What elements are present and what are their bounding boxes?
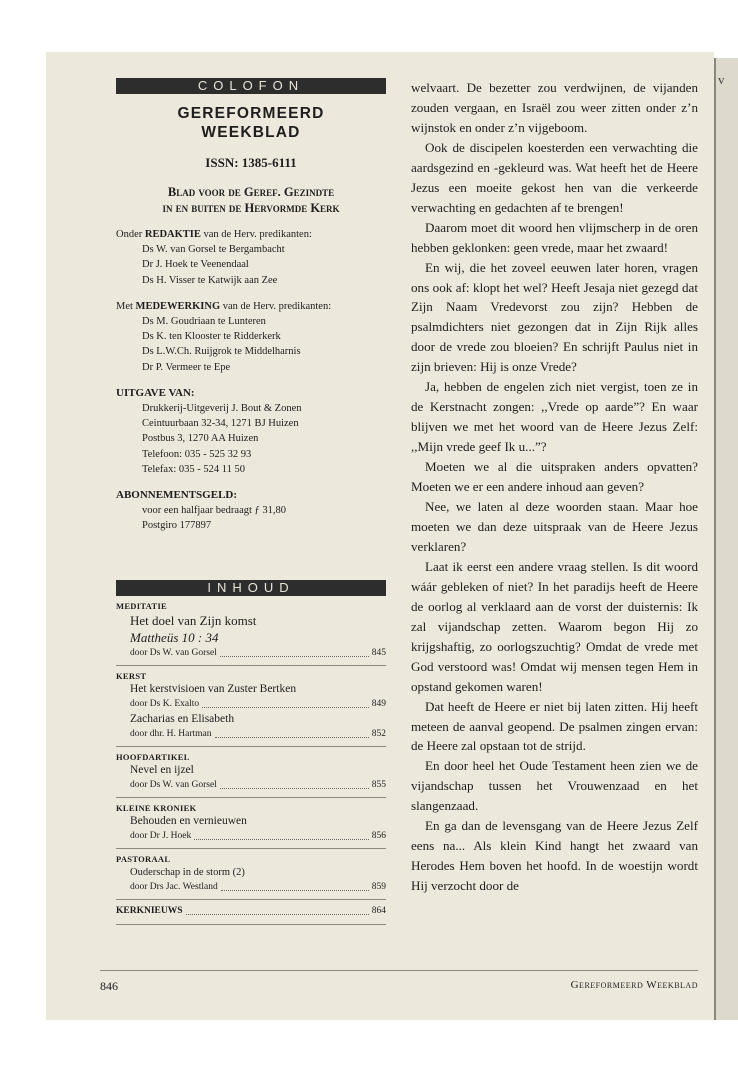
toc-author: door Drs Jac. Westland xyxy=(130,882,218,892)
toc-entry xyxy=(116,697,386,712)
inhoud-header: INHOUD xyxy=(116,580,386,596)
abonnement-line: voor een halfjaar bedraagt ƒ 31,80 xyxy=(142,505,287,517)
abonnement-line: Postgiro 177897 xyxy=(142,520,212,532)
colofon-box xyxy=(116,78,386,534)
toc-entry xyxy=(116,902,386,920)
article-paragraph: En wij, die het zoveel eeuwen later horen, vragen ons ook af: klopt het wel? Heeft Jesaja niet gezegd dat Zijn Naam Vredevorst zou zijn? Hebben de psalmdichters niet gezongen dat in Zijn Rijk alles door de vrede zou bloeien? En schrijft Paulus niet in zijn brieven: Hij is onze Vrede? xyxy=(411,259,698,375)
article-paragraph: En door heel het Oude Testament heen zien we de vijandschap tussen het Vrouwenzaad en het slangenzaad. xyxy=(411,758,698,814)
toc-entry xyxy=(116,880,386,895)
redaktie-prefix: Onder xyxy=(116,229,145,240)
article-paragraph: Nee, we laten al deze woorden staan. Maar hoe moeten we dan deze uitspraak van de Heere Jezus verklaren? xyxy=(411,499,698,554)
toc-title: Behouden en vernieuwen xyxy=(130,815,247,827)
page-number: 846 xyxy=(100,979,118,993)
contributor-name: Ds M. Goudriaan te Lunteren xyxy=(142,316,266,328)
dot-leader xyxy=(202,697,369,708)
abonnement-section xyxy=(116,488,386,534)
redaktie-keyword: REDAKTIE xyxy=(144,229,201,240)
medewerking-prefix: Met xyxy=(116,300,136,312)
toc-category: KERST xyxy=(116,671,147,681)
masthead-title xyxy=(116,104,386,142)
toc-page: 845 xyxy=(371,648,386,658)
toc-author: door Ds W. van Gorsel xyxy=(130,780,217,790)
redaktie-heading xyxy=(116,227,386,242)
toc-title: Nevel en ijzel xyxy=(130,764,194,776)
publisher-line: Ceintuurbaan 32-34, 1271 BJ Huizen xyxy=(142,418,299,430)
toc-section-kerknieuws xyxy=(116,900,386,925)
redaktie-suffix: van de Herv. predikanten: xyxy=(200,229,312,240)
medewerking-keyword: MEDEWERKING xyxy=(135,300,221,312)
publisher-line: Postbus 3, 1270 AA Huizen xyxy=(142,433,259,445)
article-paragraph: Moeten we al die uitspraken anders opvatten? Moeten we er een andere inhoud aan geven? xyxy=(411,459,698,495)
article-paragraph: Ja, hebben de engelen zich niet vergist, toen ze in de Kerstnacht zongen: ,,Vrede op aarde”? En waar blijven we met het woord van de Heere Jezus Zelf: ,,Mijn vrede geef Ik u...”? xyxy=(411,379,698,455)
toc-entry xyxy=(116,727,386,742)
publisher-line: Telefax: 035 - 524 11 50 xyxy=(142,463,245,475)
toc-section-meditatie xyxy=(116,596,386,666)
toc-page: 856 xyxy=(371,831,386,841)
issn: ISSN: 1385-6111 xyxy=(205,155,297,170)
toc-section-pastoraal xyxy=(116,849,386,900)
article-paragraph: Ook de discipelen koesterden een verwachting die aardsgezind en -gekleurd was. Wat heeft het de Heere Jezus een moeite gekost hen van die verkeerde verwachting en gedachten af te brengen! xyxy=(411,139,698,215)
dot-leader xyxy=(194,829,369,840)
uitgave-section xyxy=(116,386,386,477)
medewerking-suffix: van de Herv. predikanten: xyxy=(220,300,332,312)
subtitle-line-1: Blad voor de Geref. Gezindte xyxy=(167,185,335,199)
subtitle-line-2: in en buiten de Hervormde Kerk xyxy=(162,201,340,215)
dot-leader xyxy=(221,880,369,891)
article-paragraph: Dat heeft de Heere er niet bij laten zitten. Hij heeft meteen de aanval geopend. De psalmen zingen ervan: de Heere zal opstaan tot de strijd. xyxy=(411,698,698,754)
toc-subtitle: Mattheüs 10 : 34 xyxy=(130,630,219,645)
abonnement-heading: ABONNEMENTSGELD: xyxy=(116,489,238,502)
article-paragraph: welvaart. De bezetter zou verdwijnen, de vijanden zouden vergaan, en Israël zou weer zitten onder z’n wijnstok en onder z’n vijgeboom. xyxy=(411,80,698,135)
uitgave-heading: UITGAVE VAN: xyxy=(116,386,195,399)
contributor-name: Dr P. Vermeer te Epe xyxy=(142,361,231,373)
editor-name: Dr J. Hoek te Veenendaal xyxy=(142,259,249,271)
masthead-line-1: GEREFORMEERD xyxy=(177,105,325,122)
toc-page: 849 xyxy=(371,699,386,709)
toc-author: door dhr. H. Hartman xyxy=(130,729,212,739)
toc-page: 864 xyxy=(371,906,386,916)
toc-category: HOOFDARTIKEL xyxy=(116,752,190,762)
masthead-line-2: WEEKBLAD xyxy=(201,124,301,141)
subtitle xyxy=(116,184,386,216)
article-paragraph: Laat ik eerst een andere vraag stellen. Is dit woord wáár gebleken of niet? In het paradijs heeft de Heere de oorlog al verklaard aan de vorst der duisternis: Ik zal vijandschap zetten. Waarom begon Hij zo krijgshaftig, zo oorlogszuchtig? Omdat de vrede met God verstoord was! Omdat wij mensen tegen Hem in opstand gekomen waren! xyxy=(411,558,698,694)
toc-author: door Dr J. Hoek xyxy=(130,831,192,841)
dot-leader xyxy=(186,902,369,915)
toc-section-hoofdartikel xyxy=(116,747,386,798)
toc-section-kerst xyxy=(116,666,386,747)
toc-title: Het kerstvisioen van Zuster Bertken xyxy=(130,683,297,695)
footer-publication: Gereformeerd Weekblad xyxy=(570,979,698,991)
contributor-name: Ds L.W.Ch. Ruijgrok te Middelharnis xyxy=(142,346,301,358)
toc-category: KLEINE KRONIEK xyxy=(116,803,197,813)
toc-entry xyxy=(116,646,386,661)
toc-page: 855 xyxy=(371,780,386,790)
toc-title: Ouderschap in de storm (2) xyxy=(130,867,245,878)
toc-title: Zacharias en Elisabeth xyxy=(130,713,235,725)
dot-leader xyxy=(220,646,369,657)
page-footer xyxy=(100,970,698,993)
toc-category: PASTORAAL xyxy=(116,854,171,864)
medewerking-section xyxy=(116,299,386,375)
toc-author: door Ds W. van Gorsel xyxy=(130,648,217,658)
toc-category: KERKNIEUWS xyxy=(116,906,183,916)
medewerking-heading xyxy=(116,299,386,314)
colofon-header: COLOFON xyxy=(116,78,386,94)
article-paragraph: En ga dan de levensgang van de Heere Jezus Zelf eens na... Als klein Kind hangt het zwaard van Herodes Hem boven het hoofd. In de woestijn wordt Hij verzocht door de xyxy=(411,818,698,894)
editor-name: Ds H. Visser te Katwijk aan Zee xyxy=(142,274,278,286)
toc-entry xyxy=(116,778,386,793)
toc-author: door Ds K. Exalto xyxy=(130,699,200,709)
toc-section-kleine-kroniek xyxy=(116,798,386,849)
toc-category: MEDITATIE xyxy=(116,601,168,611)
publisher-line: Drukkerij-Uitgeverij J. Bout & Zonen xyxy=(142,403,302,415)
inhoud-box xyxy=(116,580,386,925)
redaktie-section xyxy=(116,227,386,288)
toc-entry xyxy=(116,829,386,844)
next-page-edge-text: v xyxy=(718,72,725,87)
toc-page: 859 xyxy=(371,882,386,892)
editor-name: Ds W. van Gorsel te Bergambacht xyxy=(142,244,285,256)
article-paragraph: Daarom moet dit woord hen vlijmscherp in de oren hebben geklonken: geen vrede, maar het zwaard! xyxy=(411,219,698,255)
toc-page: 852 xyxy=(371,729,386,739)
contributor-name: Ds K. ten Klooster te Ridderkerk xyxy=(142,331,281,343)
dot-leader xyxy=(215,727,369,738)
dot-leader xyxy=(220,778,369,789)
publisher-line: Telefoon: 035 - 525 32 93 xyxy=(142,448,252,460)
article-column xyxy=(411,78,698,896)
next-page-edge xyxy=(714,58,738,1020)
toc-title: Het doel van Zijn komst xyxy=(130,613,257,628)
